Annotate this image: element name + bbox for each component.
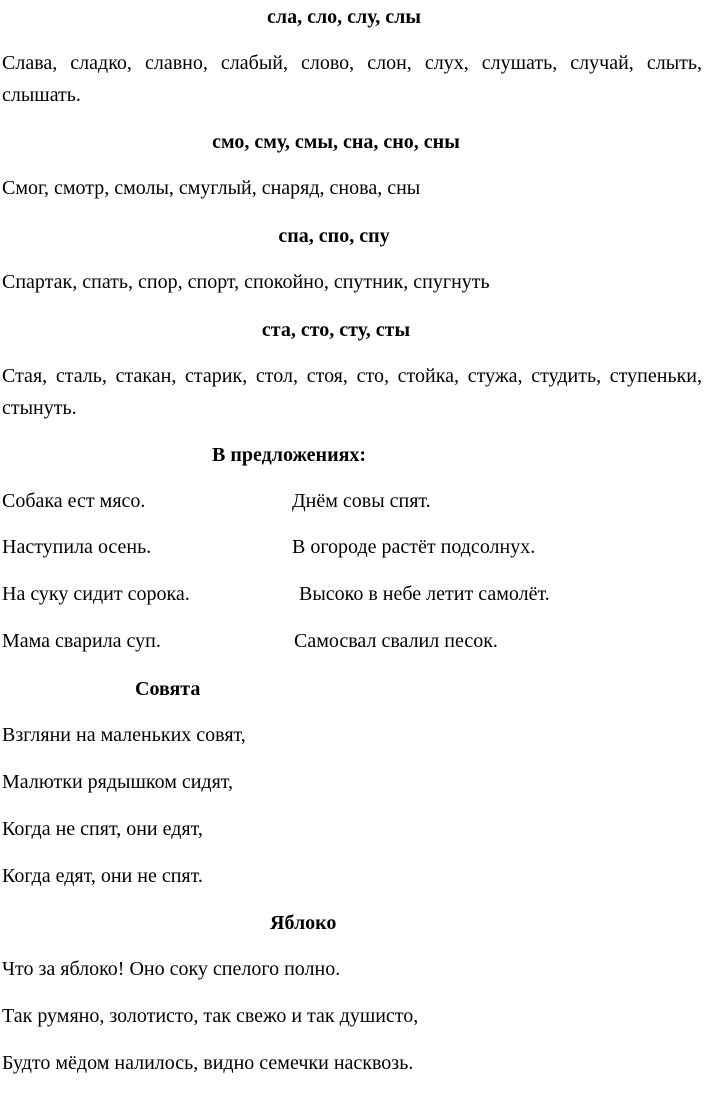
- poem1-line-4: Когда едят, они не спят.: [2, 865, 203, 887]
- section-heading-sta: ста, сто, сту, сты: [261, 319, 411, 341]
- section-heading-smo: смо, сму, смы, сна, сно, сны: [212, 131, 460, 153]
- poem1-line-2: Малютки рядышком сидят,: [2, 771, 234, 793]
- section-heading-sla: сла, сло, слу, слы: [266, 6, 421, 28]
- section-text-smo: Смог, смотр, смолы, смуглый, снаряд, снова, сны: [2, 177, 421, 199]
- sentence-right-2: В огороде растёт подсолнух.: [292, 536, 536, 558]
- poem1-line-3: Когда не спят, они едят,: [2, 818, 203, 840]
- sentence-left-2: Наступила осень.: [2, 536, 152, 558]
- sentence-right-4: Самосвал свалил песок.: [294, 630, 498, 652]
- sentence-left-4: Мама сварила суп.: [2, 630, 161, 652]
- poem2-line-2: Так румяно, золотисто, так свежо и так душисто,: [2, 1005, 419, 1027]
- sentence-left-3: На суку сидит сорока.: [2, 583, 190, 605]
- poem1-title: Совята: [135, 678, 201, 700]
- section-text-sta: Стая, сталь, стакан, старик, стол, стоя, сто, стойка, стужа, студить, ступеньки, стынуть.: [2, 365, 702, 419]
- sentence-right-1: Днём совы спят.: [292, 490, 431, 512]
- section-text-sla: Слава, сладко, славно, слабый, слово, слон, слух, слушать, случай, слыть, слышать.: [2, 52, 702, 106]
- sentence-right-3: Высоко в небе летит самолёт.: [299, 583, 550, 605]
- poem2-title: Яблоко: [270, 912, 337, 934]
- sentences-heading: В предложениях:: [212, 444, 367, 466]
- poem2-line-1: Что за яблоко! Оно соку спелого полно.: [2, 958, 341, 980]
- poem2-line-3: Будто мёдом налилось, видно семечки насквозь.: [2, 1052, 414, 1074]
- section-text-spa: Спартак, спать, спор, спорт, спокойно, спутник, спугнуть: [2, 271, 490, 293]
- poem1-line-1: Взгляни на маленьких совят,: [2, 724, 246, 746]
- sentence-left-1: Собака ест мясо.: [2, 490, 146, 512]
- section-heading-spa: спа, спо, спу: [278, 225, 390, 247]
